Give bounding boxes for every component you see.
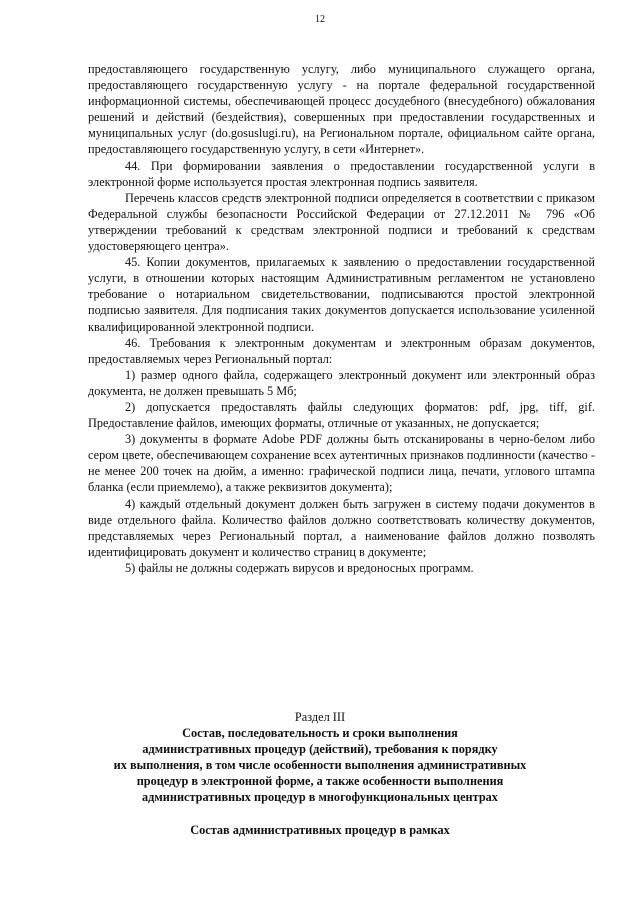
section-heading — [60, 709, 580, 806]
document-body — [88, 61, 595, 576]
section-title-line-3: их выполнения, в том числе особенности выполнения административных — [113, 758, 527, 773]
list-item-1: 1) размер одного файла, содержащего электронный документ или электронный образ документа, не должен превышать 5 Мб; — [88, 367, 595, 398]
list-item-3: 3) документы в формате Adobe PDF должны быть отсканированы в черно-белом либо сером цвете, обеспечивающем сохранение всех аутентичных признаков подлинности (качество - не менее 200 точек на дюйм, а именно: графической подписи лица, печати, углового штампа бланка (если приемлемо), а также реквизитов документа); — [88, 432, 595, 495]
section-title-line-4: процедур в электронной форме, а также особенности выполнения — [136, 774, 504, 789]
paragraph-signature-classes: Перечень классов средств электронной подписи определяется в соответствии с приказом Федеральной службы безопасности Российской Федерации от 27.12.2011 № 796 «Об утверждении требований к средствам электронной подписи и требований к средствам удостоверяющего центра». — [88, 190, 595, 254]
list-item-2: 2) допускается предоставлять файлы следующих форматов: pdf, jpg, tiff, gif. Предоставление файлов, имеющих форматы, отличные от указанных, не допускается; — [88, 399, 595, 431]
list-item-5: 5) файлы не должны содержать вирусов и вредоносных программ. — [125, 560, 474, 575]
page-number: 12 — [315, 14, 325, 25]
section-label: Раздел III — [294, 710, 346, 724]
section-title-line-2: административных процедур (действий), требования к порядку — [142, 742, 498, 757]
paragraph-item-45: 45. Копии документов, прилагаемых к заявлению о предоставлении государственной услуги, в отношении которых настоящим Административным регламентом не установлено требование о нотариальном свидетельствовании, подписываются простой электронной подписью заявителя. Для подписания таких документов допускается использование усиленной квалифицированной электронной подписи. — [88, 255, 595, 334]
subsection-title: Состав административных процедур в рамках — [190, 823, 450, 837]
section-title-line-1: Состав, последовательность и сроки выполнения — [182, 726, 458, 741]
paragraph-item-46: 46. Требования к электронным документам и электронным образам документов, предоставляемых через Региональный портал: — [88, 335, 595, 366]
paragraph-item-44: 44. При формировании заявления о предоставлении государственной услуги в электронной форме используется простая электронная подпись заявителя. — [88, 158, 595, 189]
paragraph-continuation: предоставляющего государственную услугу, либо муниципального служащего органа, предоставляющего государственную услугу - на портале федеральной государственной информационной системы, обеспечивающей процесс досудебного (внесудебного) обжалования решений и действий (бездействия), совершенных при предоставлении государственных и муниципальных услуг (do.gosuslugi.ru), на Региональном портале, официальном сайте органа, предоставляющего государственную услугу, в сети «Интернет». — [88, 62, 595, 157]
list-item-4: 4) каждый отдельный документ должен быть загружен в систему подачи документов в виде отдельного файла. Количество файлов должно соответствовать количеству документов, представляемых через Региональный портал, а наименование файлов должно позволять идентифицировать документ и количество страниц в документе; — [88, 496, 595, 559]
section-title-line-5: административных процедур в многофункциональных центрах — [142, 790, 498, 805]
